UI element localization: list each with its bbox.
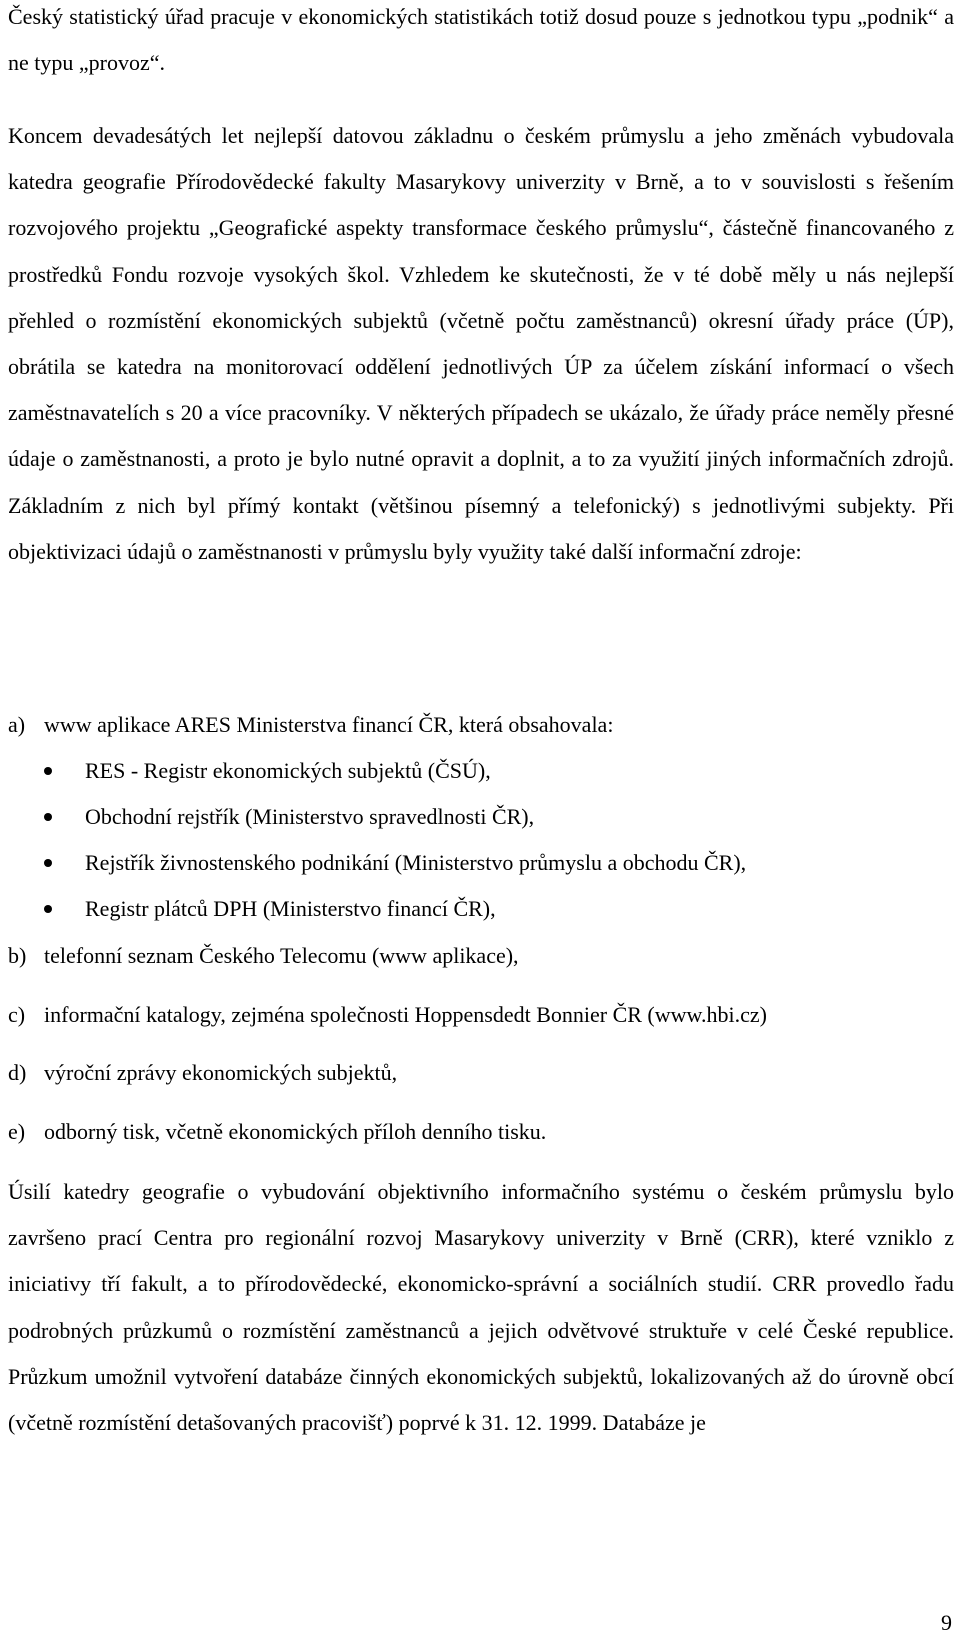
list-marker: b) xyxy=(8,943,27,968)
paragraph-text: Úsilí katedry geografie o vybudování objektivního informačního systému o českém průmyslu bylo završeno prací Centra pro regionální rozvoj Masarykovy univerzity v Brně (CRR), které vzniklo z iniciativy tří fakult, a to přírodovědecké, ekonomicko-správní a sociálních studií. CRR provedlo řadu podrobných průzkumů o rozmístění zaměstnanců a jejich odvětvové struktuře v celé České republice. Průzkum umožnil vytvoření databáze činných ekonomických subjektů, lokalizovaných až do úrovně obcí (včetně rozmístění detašovaných pracovišť) poprvé k 31. 12. 1999. Databáze je xyxy=(8,1179,954,1436)
bullet-icon xyxy=(44,859,52,867)
paragraph-crr xyxy=(8,1169,954,1446)
list-item-a xyxy=(8,710,613,740)
list-item-b xyxy=(8,941,519,971)
paragraph-text: Český statistický úřad pracuje v ekonomických statistikách totiž dosud pouze s jednotkou typu „podnik“ a ne typu „provoz“. xyxy=(8,4,954,76)
list-item-text: www aplikace ARES Ministerstva financí ČR, která obsahovala: xyxy=(44,712,614,737)
list-item-text: telefonní seznam Českého Telecomu (www aplikace), xyxy=(44,943,519,968)
bullet-icon xyxy=(44,905,52,913)
page-number: 9 xyxy=(941,1610,952,1635)
bullet-item-text: Registr plátců DPH (Ministerstvo financí ČR), xyxy=(85,896,496,921)
paragraph-text: Koncem devadesátých let nejlepší datovou základnu o českém průmyslu a jeho změnách vybudovala katedra geografie Přírodovědecké fakulty Masarykovy univerzity v Brně, a to v souvislosti s řešením rozvojového projektu „Geografické aspekty transformace českého průmyslu“, částečně financovaného z prostředků Fondu rozvoje vysokých škol. Vzhledem ke skutečnosti, že v té době měly u nás nejlepší přehled o rozmístění ekonomických subjektů (včetně počtu zaměstnanců) okresní úřady práce (ÚP), obrátila se katedra na monitorovací oddělení jednotlivých ÚP za účelem získání informací o všech zaměstnavatelích s 20 a více pracovníky. V některých případech se ukázalo, že úřady práce neměly přesné údaje o zaměstnanosti, a proto je bylo nutné opravit a doplnit, a to za využití jiných informačních zdrojů. Základním z nich byl přímý kontakt (většinou písemný a telefonický) s jednotlivými subjekty. Při objektivizaci údajů o zaměstnanosti v průmyslu byly využity také další informační zdroje: xyxy=(8,123,954,564)
bullet-item-text: Rejstřík živnostenského podnikání (Ministerstvo průmyslu a obchodu ČR), xyxy=(85,850,747,875)
list-item-text: odborný tisk, včetně ekonomických příloh denního tisku. xyxy=(44,1119,547,1144)
paragraph-intro xyxy=(8,0,954,86)
bullet-icon xyxy=(44,767,52,775)
list-marker: e) xyxy=(8,1119,26,1144)
bullet-item-text: RES - Registr ekonomických subjektů (ČSÚ), xyxy=(85,758,491,783)
bullet-icon xyxy=(44,813,52,821)
list-item-d xyxy=(8,1058,397,1088)
list-item-c xyxy=(8,1000,767,1030)
list-marker: d) xyxy=(8,1060,27,1085)
paragraph-data-basis xyxy=(8,113,954,575)
list-item-e xyxy=(8,1117,546,1147)
list-marker: c) xyxy=(8,1002,26,1027)
bullet-item-text: Obchodní rejstřík (Ministerstvo spravedlnosti ČR), xyxy=(85,804,535,829)
list-item-text: výroční zprávy ekonomických subjektů, xyxy=(44,1060,398,1085)
list-marker: a) xyxy=(8,712,26,737)
list-item-text: informační katalogy, zejména společnosti Hoppensdedt Bonnier ČR (www.hbi.cz) xyxy=(44,1002,767,1027)
